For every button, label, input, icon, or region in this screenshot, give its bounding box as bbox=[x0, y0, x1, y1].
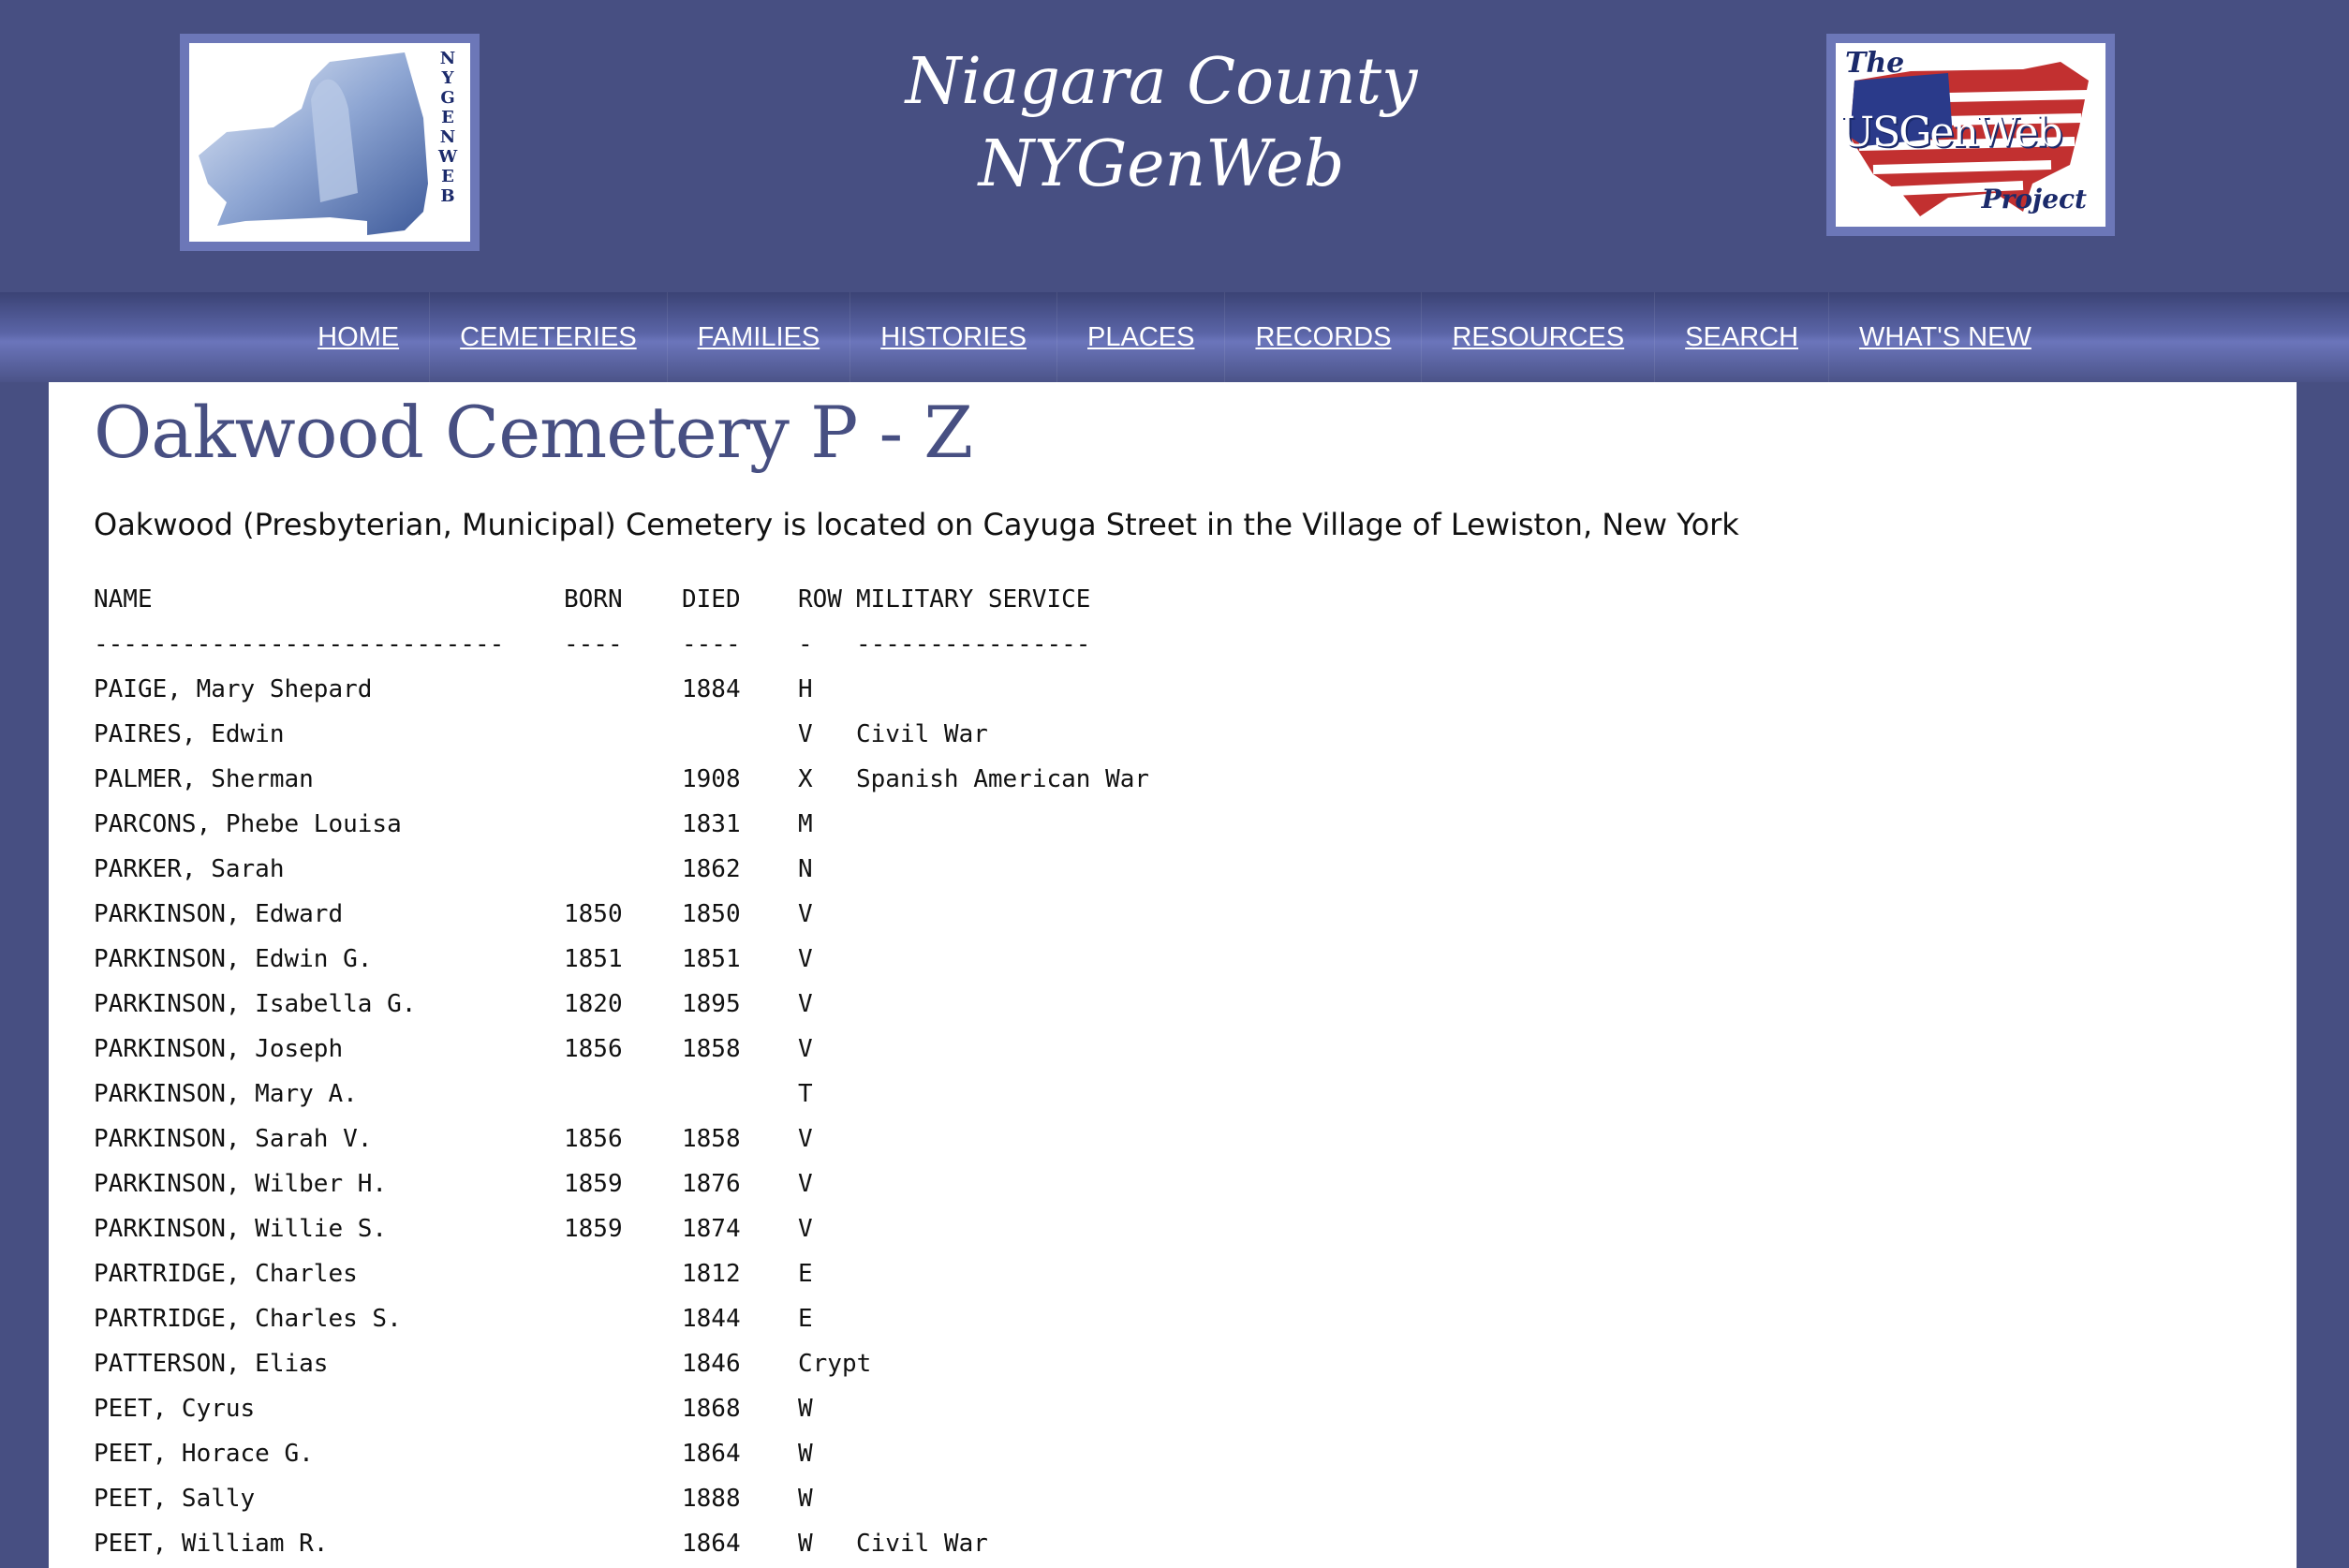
cell-row: W bbox=[798, 1485, 813, 1513]
header-row: ROW bbox=[798, 585, 842, 614]
nav-records[interactable]: RECORDS bbox=[1225, 292, 1422, 382]
site-title bbox=[693, 41, 1630, 206]
cell-row: E bbox=[798, 1260, 813, 1288]
usgenweb-logo-main: USGenWeb bbox=[1839, 109, 2061, 156]
cell-died: 1844 bbox=[682, 1305, 741, 1333]
nygenweb-logo-image bbox=[189, 43, 470, 242]
nav-families[interactable]: FAMILIES bbox=[668, 292, 851, 382]
nav-home[interactable]: HOME bbox=[288, 292, 430, 382]
cell-row: V bbox=[798, 1215, 813, 1243]
cell-died: 1895 bbox=[682, 990, 741, 1018]
nav-whats-new[interactable]: WHAT'S NEW bbox=[1859, 322, 2031, 352]
cell-name: PARKINSON, Edward bbox=[94, 900, 344, 928]
cell-military: Civil War bbox=[856, 1530, 988, 1558]
cell-name: PARKINSON, Sarah V. bbox=[94, 1125, 373, 1153]
cell-row: T bbox=[798, 1080, 813, 1108]
main-content bbox=[49, 382, 2297, 1568]
cell-military: Civil War bbox=[856, 720, 988, 748]
nav-search[interactable]: SEARCH bbox=[1655, 292, 1829, 382]
cell-name: PARCONS, Phebe Louisa bbox=[94, 810, 402, 838]
cell-born: 1859 bbox=[564, 1215, 623, 1243]
cell-died: 1884 bbox=[682, 675, 741, 703]
cell-died: 1858 bbox=[682, 1035, 741, 1063]
cell-name: PARKER, Sarah bbox=[94, 855, 285, 883]
cell-name: PALMER, Sherman bbox=[94, 765, 314, 793]
site-title-line2: NYGenWeb bbox=[978, 127, 1345, 201]
intro-text: Oakwood (Presbyterian, Municipal) Cemetery is located on Cayuga Street in the Village of Lewiston, New York bbox=[94, 507, 1739, 542]
ny-state-map-icon bbox=[189, 43, 470, 242]
nygenweb-logo-label: NYGENWEB bbox=[438, 49, 458, 206]
cell-row: N bbox=[798, 855, 813, 883]
cell-row: V bbox=[798, 945, 813, 973]
cell-born: 1856 bbox=[564, 1035, 623, 1063]
cell-name: PARTRIDGE, Charles S. bbox=[94, 1305, 402, 1333]
cell-row: E bbox=[798, 1305, 813, 1333]
cell-name: PAIRES, Edwin bbox=[94, 720, 285, 748]
cell-born: 1859 bbox=[564, 1170, 623, 1198]
cell-row: V bbox=[798, 1035, 813, 1063]
cell-died: 1864 bbox=[682, 1440, 741, 1468]
cell-row: W bbox=[798, 1395, 813, 1423]
cell-died: 1876 bbox=[682, 1170, 741, 1198]
cell-died: 1868 bbox=[682, 1395, 741, 1423]
cell-born: 1820 bbox=[564, 990, 623, 1018]
header-name: NAME bbox=[94, 585, 153, 614]
usgenweb-logo[interactable] bbox=[1826, 34, 2115, 236]
usgenweb-logo-the: The bbox=[1845, 47, 1905, 80]
cell-name: PEET, Sally bbox=[94, 1485, 256, 1513]
page-title: Oakwood Cemetery P - Z bbox=[94, 391, 973, 474]
cell-died: 1846 bbox=[682, 1350, 741, 1378]
cell-born: 1851 bbox=[564, 945, 623, 973]
cell-died: 1850 bbox=[682, 900, 741, 928]
nav-places[interactable]: PLACES bbox=[1057, 292, 1225, 382]
cell-name: PATTERSON, Elias bbox=[94, 1350, 329, 1378]
cell-died: 1874 bbox=[682, 1215, 741, 1243]
cell-name: PEET, Horace G. bbox=[94, 1440, 314, 1468]
cell-name: PARKINSON, Mary A. bbox=[94, 1080, 358, 1108]
cell-died: 1888 bbox=[682, 1485, 741, 1513]
separator-row: - bbox=[798, 630, 813, 658]
cell-born: 1850 bbox=[564, 900, 623, 928]
cell-row: W bbox=[798, 1440, 813, 1468]
site-header bbox=[0, 0, 2349, 292]
cell-died: 1908 bbox=[682, 765, 741, 793]
site-title-line1: Niagara County bbox=[905, 45, 1418, 119]
cell-row: X bbox=[798, 765, 813, 793]
cell-row: V bbox=[798, 1125, 813, 1153]
cell-row: V bbox=[798, 720, 813, 748]
cell-name: PEET, William R. bbox=[94, 1530, 329, 1558]
cell-died: 1851 bbox=[682, 945, 741, 973]
cell-name: PARKINSON, Joseph bbox=[94, 1035, 344, 1063]
cell-name: PEET, Cyrus bbox=[94, 1395, 256, 1423]
usgenweb-logo-image bbox=[1836, 43, 2105, 227]
header-military: MILITARY SERVICE bbox=[856, 585, 1091, 614]
cell-died: 1862 bbox=[682, 855, 741, 883]
cell-died: 1864 bbox=[682, 1530, 741, 1558]
cell-name: PARKINSON, Isabella G. bbox=[94, 990, 417, 1018]
cell-row: V bbox=[798, 990, 813, 1018]
main-nav bbox=[0, 292, 2349, 382]
separator-military: ---------------- bbox=[856, 630, 1091, 658]
nav-histories[interactable]: HISTORIES bbox=[850, 292, 1057, 382]
header-born: BORN bbox=[564, 585, 623, 614]
cell-died: 1831 bbox=[682, 810, 741, 838]
separator-born: ---- bbox=[564, 630, 623, 658]
nav-cemeteries[interactable]: CEMETERIES bbox=[430, 292, 668, 382]
cell-name: PARKINSON, Wilber H. bbox=[94, 1170, 388, 1198]
cell-row: M bbox=[798, 810, 813, 838]
cell-died: 1858 bbox=[682, 1125, 741, 1153]
cell-name: PAIGE, Mary Shepard bbox=[94, 675, 373, 703]
cell-row: V bbox=[798, 900, 813, 928]
cell-name: PARKINSON, Edwin G. bbox=[94, 945, 373, 973]
cell-row: H bbox=[798, 675, 813, 703]
cell-row: W bbox=[798, 1530, 813, 1558]
cell-row: Crypt bbox=[798, 1350, 872, 1378]
separator-name: ---------------------------- bbox=[94, 630, 505, 658]
cell-military: Spanish American War bbox=[856, 765, 1150, 793]
cell-name: PARTRIDGE, Charles bbox=[94, 1260, 358, 1288]
cell-died: 1812 bbox=[682, 1260, 741, 1288]
header-died: DIED bbox=[682, 585, 741, 614]
nav-resources[interactable]: RESOURCES bbox=[1422, 292, 1655, 382]
cell-name: PARKINSON, Willie S. bbox=[94, 1215, 388, 1243]
cell-row: V bbox=[798, 1170, 813, 1198]
separator-died: ---- bbox=[682, 630, 741, 658]
cell-born: 1856 bbox=[564, 1125, 623, 1153]
usgenweb-logo-project: Project bbox=[1981, 184, 2087, 214]
nygenweb-logo[interactable] bbox=[180, 34, 480, 251]
